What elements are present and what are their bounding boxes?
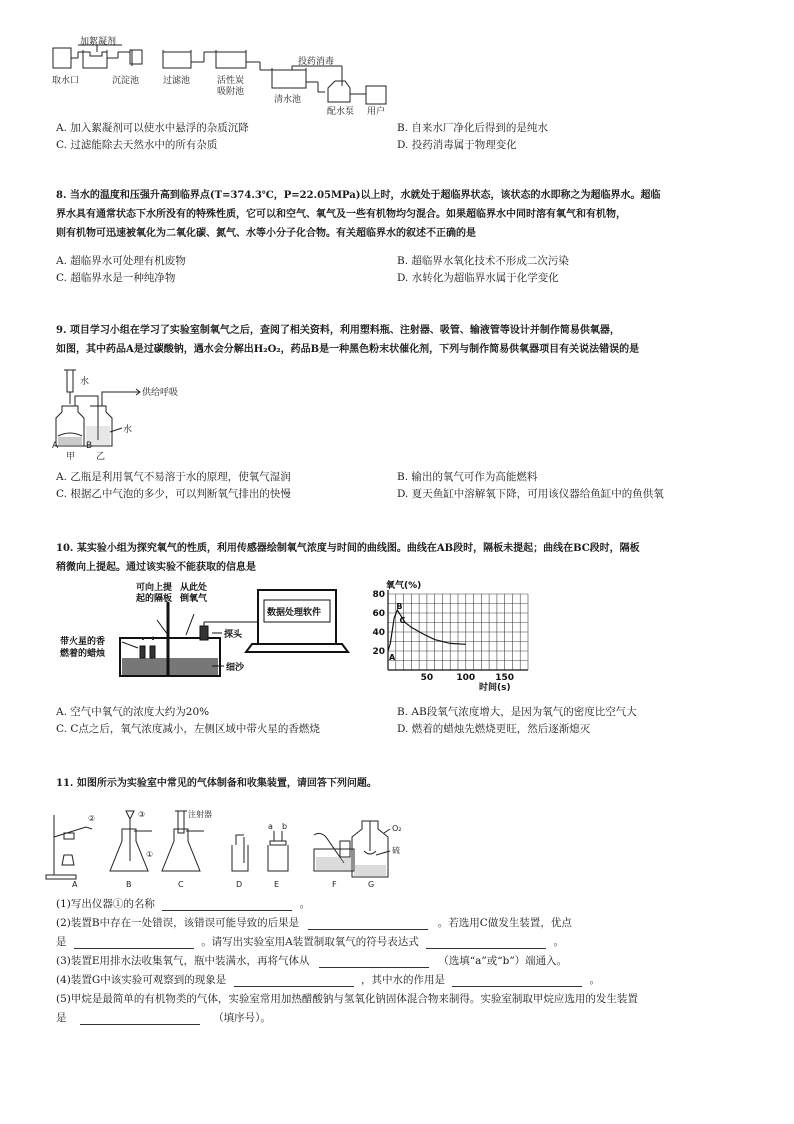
- bottle-jia-label: 甲: [66, 452, 76, 462]
- q11-sub4: [56, 974, 600, 987]
- filter-label: 过滤池: [163, 76, 191, 86]
- q9-stem-line2: 如图，其中药品A是过碳酸钠，遇水会分解出H₂O₂，药品B是一种黑色粉末状催化剂，下列与制作简易供氧器项目有关说法错误的是: [56, 344, 640, 355]
- q10-stem-line1: 10. 某实验小组为探究氧气的性质，利用传感器绘制氧气浓度与时间的曲线图。曲线在AB段时，隔板未提起；曲线在BC段时，隔板: [56, 543, 640, 554]
- apparatus-b-label: B: [126, 880, 132, 889]
- adsorption-label: 吸附池: [217, 87, 245, 97]
- q11-blank-8[interactable]: [80, 1013, 200, 1025]
- y-tick-label: 20: [372, 647, 385, 657]
- q7-option-c: C. 过滤能除去天然水中的所有杂质: [56, 139, 218, 151]
- port-a-label: a: [268, 822, 273, 831]
- label-circle-3: ③: [138, 810, 146, 819]
- q8-stem-line2: 界水具有通常状态下水所没有的特殊性质，它可以和空气、氧气及一些有机物均匀混合。如果超临界水中同时溶有氧气和有机物，: [56, 209, 626, 220]
- q11-sub2-line1: [56, 917, 572, 930]
- q8-option-a: A. 超临界水可处理有机废物: [56, 255, 186, 267]
- y-tick-label: 60: [372, 609, 385, 619]
- q11-sub2-text-b: 。若选用C做发生装置，优点: [437, 917, 572, 929]
- q11-sub5-text: 是: [56, 1012, 67, 1024]
- x-axis-label: 时间(s): [479, 683, 511, 693]
- q11-sub5-end: （填序号）。: [213, 1012, 271, 1024]
- o2-label: O₂: [392, 824, 402, 833]
- drug-a-label: A: [52, 441, 59, 451]
- q11-sub4-end: 。: [589, 974, 601, 986]
- q11-sub2-end: 。: [553, 936, 564, 948]
- oxygen-concentration-chart: [364, 578, 544, 696]
- software-label: 数据处理软件: [267, 608, 322, 618]
- q8-stem-line1: 8. 当水的温度和压强升高到临界点(T=374.3℃，P=22.05MPa)以上时，水就处于超临界状态，该状态的水即称之为超临界水。超临: [56, 190, 661, 201]
- pour-label-2: 倒氧气: [180, 594, 208, 604]
- intake-label: 取水口: [52, 76, 80, 86]
- q8-stem-line3: 则有机物可迅速被氧化为二氧化碳、氮气、水等小分子化合物。有关超临界水的叙述不正确的是: [56, 228, 476, 239]
- q11-sub1: [56, 898, 310, 911]
- q11-sub2-text-c: 是: [56, 936, 67, 948]
- point-label: C: [399, 615, 406, 625]
- q11-sub4-text-b: ，其中水的作用是: [360, 974, 445, 986]
- oxygen-supplier-diagram: [50, 366, 220, 462]
- water2-label: 水: [123, 425, 133, 435]
- bottle-yi-label: 乙: [96, 452, 106, 462]
- q11-sub4-text: (4)装置G中该实验可观察到的现象是: [56, 974, 227, 986]
- q9-option-b: B. 输出的氧气可作为高能燃料: [397, 471, 538, 483]
- y-axis-label: 氧气(%): [386, 581, 422, 591]
- sulfur-label: 硫: [392, 846, 400, 855]
- apparatus-e-label: E: [274, 880, 280, 889]
- candle-label: 燃着的蜡烛: [60, 649, 106, 659]
- apparatus-g-label: G: [368, 880, 375, 889]
- q11-sub5-line1: (5)甲烷是最简单的有机物类的气体，实验室常用加热醋酸钠与氢氧化钠固体混合物来制得。实验室制取甲烷应选用的发生装置: [56, 993, 638, 1005]
- carbon-label: 活性炭: [217, 76, 245, 86]
- q11-sub3-text: (3)装置E用排水法收集氧气，瓶中装满水，再将气体从: [56, 955, 310, 967]
- flocculant-label: 加絮凝剂: [80, 37, 117, 47]
- incense-label: 带火星的香: [60, 637, 106, 647]
- q11-sub1-text: (1)写出仪器①的名称: [56, 898, 155, 910]
- apparatus-a-label: A: [72, 880, 78, 889]
- q11-sub3-end: （选填“a”或“b”）端通入。: [438, 955, 568, 967]
- y-tick-label: 80: [372, 590, 385, 600]
- disinfect-label: 投药消毒: [298, 57, 335, 67]
- q9-option-d: D. 夏天鱼缸中溶解氧下降，可用该仪器给鱼缸中的鱼供氧: [397, 488, 664, 500]
- water-treatment-diagram: [50, 36, 410, 120]
- q7-option-d: D. 投药消毒属于物理变化: [397, 139, 517, 151]
- clear-pool-label: 清水池: [274, 95, 302, 105]
- q11-sub3: [56, 955, 567, 968]
- q10-option-d: D. 燃着的蜡烛先燃烧更旺，然后逐渐熄灭: [397, 723, 591, 735]
- q8-option-b: B. 超临界水氧化技术不形成二次污染: [397, 255, 569, 267]
- pour-label-1: 从此处: [180, 583, 208, 593]
- x-tick-label: 50: [420, 673, 434, 683]
- q7-option-b: B. 自来水厂净化后得到的是纯水: [397, 122, 548, 134]
- q9-option-c: C. 根据乙中气泡的多少，可以判断氧气排出的快慢: [56, 488, 291, 500]
- q9-option-a: A. 乙瓶是利用氧气不易溶于水的原理，使氧气湿润: [56, 471, 291, 483]
- q11-blank-1[interactable]: [162, 899, 292, 911]
- pump-label: 配水泵: [327, 107, 355, 117]
- port-b-label: b: [282, 822, 288, 831]
- gas-apparatus-diagram: [44, 805, 424, 891]
- q11-sub5-line2: [56, 1012, 271, 1025]
- q7-option-a: A. 加入絮凝剂可以使水中悬浮的杂质沉降: [56, 122, 249, 134]
- q11-blank-5[interactable]: [319, 956, 429, 968]
- point-label: B: [396, 602, 403, 612]
- q10-option-c: C. C点之后，氧气浓度减小，左侧区域中带火星的香燃烧: [56, 723, 320, 735]
- x-tick-label: 100: [456, 673, 476, 683]
- q9-stem-line1: 9. 项目学习小组在学习了实验室制氧气之后，查阅了相关资料，利用塑料瓶、注射器、吸管、输液管等设计并制作简易供氧器，: [56, 325, 620, 336]
- x-tick-label: 150: [495, 673, 515, 683]
- q11-sub2-line2: [56, 936, 564, 949]
- sand-label: 细沙: [226, 663, 245, 673]
- sedimentation-label: 沉淀池: [112, 76, 140, 86]
- q10-option-b: B. AB段氧气浓度增大，是因为氧气的密度比空气大: [397, 706, 637, 718]
- probe-label: 探头: [224, 630, 243, 640]
- q11-blank-6[interactable]: [234, 975, 354, 987]
- apparatus-f-label: F: [332, 880, 337, 889]
- drug-b-label: B: [86, 441, 93, 451]
- q11-stem: 11. 如图所示为实验室中常见的气体制备和收集装置，请回答下列问题。: [56, 778, 377, 789]
- syringe-label: 注射器: [188, 810, 212, 819]
- q11-blank-7[interactable]: [452, 975, 582, 987]
- label-circle-2: ②: [88, 814, 96, 823]
- q11-sub2-text-d: 。请写出实验室用A装置制取氧气的符号表达式: [201, 936, 419, 948]
- q10-option-a: A. 空气中氧气的浓度大约为20%: [56, 706, 210, 718]
- q11-blank-3[interactable]: [74, 937, 194, 949]
- q11-blank-2[interactable]: [308, 918, 428, 930]
- liftable-label-2: 起的隔板: [136, 594, 173, 604]
- q8-option-c: C. 超临界水是一种纯净物: [56, 272, 176, 284]
- q10-stem-line2: 稍微向上提起。通过该实验不能获取的信息是: [56, 562, 256, 573]
- q8-option-d: D. 水转化为超临界水属于化学变化: [397, 272, 559, 284]
- q11-sub1-end: 。: [299, 898, 311, 910]
- q11-blank-4[interactable]: [426, 937, 546, 949]
- oxygen-experiment-diagram: [52, 580, 352, 680]
- apparatus-d-label: D: [236, 880, 243, 889]
- y-tick-label: 40: [372, 628, 385, 638]
- liftable-label-1: 可向上提: [136, 583, 173, 593]
- apparatus-c-label: C: [178, 880, 184, 889]
- water-label: 水: [80, 377, 90, 387]
- user-label: 用户: [367, 107, 386, 117]
- label-circle-1: ①: [146, 850, 154, 859]
- supply-label: 供给呼吸: [142, 388, 179, 398]
- q11-sub2-text: (2)装置B中存在一处错误，该错误可能导致的后果是: [56, 917, 300, 929]
- point-label: A: [389, 653, 396, 662]
